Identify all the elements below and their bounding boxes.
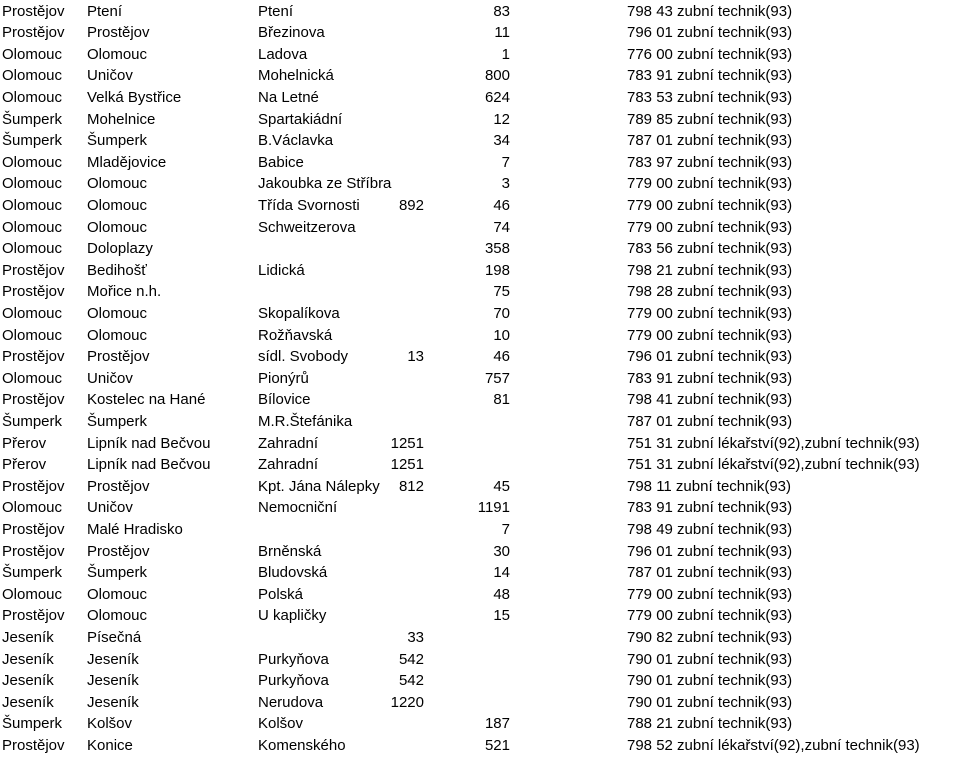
street-cell: Spartakiádní [258, 110, 343, 128]
postcode-specialty-cell: 798 52 zubní lékařství(92),zubní technik(93) [627, 736, 920, 754]
district-cell: Přerov [2, 456, 47, 474]
district-cell: Prostějov [2, 477, 65, 495]
district-cell: Olomouc [2, 45, 63, 63]
town-cell: Olomouc [87, 45, 148, 63]
town-cell: Olomouc [87, 585, 148, 603]
postcode-specialty-cell: 779 00 zubní technik(93) [627, 175, 793, 193]
house-number-cell [368, 412, 424, 431]
orientation-number-cell [430, 434, 510, 453]
town-cell: Jeseník [87, 650, 139, 668]
street-cell: Lidická [258, 261, 305, 279]
district-cell: Šumperk [2, 564, 63, 582]
town-cell: Prostějov [87, 477, 150, 495]
table-row [0, 476, 960, 498]
orientation-number-cell: 46 [493, 348, 510, 366]
house-number-cell [368, 66, 424, 85]
table-row [0, 1, 960, 23]
district-cell: Jeseník [2, 628, 54, 646]
house-number-cell [368, 131, 424, 150]
postcode-specialty-cell: 787 01 zubní technik(93) [627, 132, 793, 150]
street-cell: Babice [258, 153, 304, 171]
postcode-specialty-cell: 751 31 zubní lékařství(92),zubní technik(93) [627, 434, 920, 452]
postcode-specialty-cell: 798 11 zubní technik(93) [627, 477, 791, 495]
street-cell: Brněnská [258, 542, 322, 560]
table-row [0, 713, 960, 735]
house-number-cell [368, 261, 424, 280]
house-number-cell: 33 [407, 628, 424, 646]
postcode-specialty-cell: 783 91 zubní technik(93) [627, 369, 793, 387]
district-cell: Šumperk [2, 715, 63, 733]
orientation-number-cell: 83 [493, 2, 510, 20]
orientation-number-cell: 10 [493, 326, 510, 344]
orientation-number-cell: 3 [501, 175, 510, 193]
orientation-number-cell [430, 412, 510, 431]
district-cell: Olomouc [2, 196, 63, 214]
table-row [0, 281, 960, 303]
orientation-number-cell: 800 [484, 67, 510, 85]
table-row [0, 195, 960, 217]
street-cell: U kapličky [258, 607, 327, 625]
table-row [0, 649, 960, 671]
town-cell: Lipník nad Bečvou [87, 434, 211, 452]
orientation-number-cell: 358 [484, 240, 510, 258]
postcode-specialty-cell: 783 56 zubní technik(93) [627, 240, 793, 258]
street-cell: Komenského [258, 736, 346, 754]
street-cell: Zahradní [258, 456, 319, 474]
table-row [0, 173, 960, 195]
postcode-specialty-cell: 796 01 zubní technik(93) [627, 24, 793, 42]
postcode-specialty-cell: 787 01 zubní technik(93) [627, 564, 793, 582]
town-cell: Olomouc [87, 218, 148, 236]
postcode-specialty-cell: 783 53 zubní technik(93) [627, 88, 793, 106]
postcode-specialty-cell: 783 97 zubní technik(93) [627, 153, 793, 171]
table-row [0, 433, 960, 455]
street-cell: Na Letné [258, 88, 319, 106]
house-number-cell [368, 218, 424, 237]
house-number-cell [368, 563, 424, 582]
orientation-number-cell: 12 [493, 110, 510, 128]
district-cell: Prostějov [2, 607, 65, 625]
orientation-number-cell: 521 [484, 736, 510, 754]
house-number-cell: 1251 [390, 456, 424, 474]
table-row [0, 454, 960, 476]
street-cell: Březinova [258, 24, 325, 42]
table-row [0, 605, 960, 627]
town-cell: Šumperk [87, 412, 148, 430]
postcode-specialty-cell: 790 82 zubní technik(93) [627, 628, 793, 646]
orientation-number-cell: 74 [493, 218, 510, 236]
town-cell: Mohelnice [87, 110, 156, 128]
town-cell: Jeseník [87, 693, 139, 711]
street-cell: Třída Svornosti [258, 196, 360, 214]
house-number-cell [368, 45, 424, 64]
orientation-number-cell: 757 [484, 369, 510, 387]
house-number-cell [368, 174, 424, 193]
table-row [0, 519, 960, 541]
house-number-cell [368, 282, 424, 301]
house-number-cell [368, 736, 424, 755]
district-cell: Prostějov [2, 520, 65, 538]
orientation-number-cell: 1191 [477, 499, 510, 517]
table-row [0, 497, 960, 519]
house-number-cell [368, 542, 424, 561]
house-number-cell [368, 498, 424, 517]
table-row [0, 260, 960, 282]
street-cell: Purkyňova [258, 650, 329, 668]
house-number-cell: 542 [398, 650, 424, 668]
district-cell: Olomouc [2, 240, 63, 258]
street-cell: Purkyňova [258, 672, 329, 690]
town-cell: Šumperk [87, 132, 148, 150]
table-row [0, 44, 960, 66]
town-cell: Olomouc [87, 304, 148, 322]
orientation-number-cell [430, 628, 510, 647]
table-row [0, 22, 960, 44]
house-number-cell [368, 714, 424, 733]
district-cell: Prostějov [2, 2, 65, 20]
postcode-specialty-cell: 783 91 zubní technik(93) [627, 499, 793, 517]
district-cell: Prostějov [2, 261, 65, 279]
table-row [0, 368, 960, 390]
table-row [0, 109, 960, 131]
street-cell: Kolšov [258, 715, 304, 733]
district-cell: Prostějov [2, 542, 65, 560]
town-cell: Olomouc [87, 326, 148, 344]
orientation-number-cell [430, 671, 510, 690]
postcode-specialty-cell: 779 00 zubní technik(93) [627, 607, 793, 625]
house-number-cell [368, 606, 424, 625]
district-cell: Olomouc [2, 499, 63, 517]
street-cell: Rožňavská [258, 326, 333, 344]
orientation-number-cell: 75 [493, 283, 510, 301]
district-cell: Jeseník [2, 672, 54, 690]
table-row [0, 670, 960, 692]
orientation-number-cell: 46 [493, 196, 510, 214]
table-row [0, 562, 960, 584]
town-cell: Uničov [87, 499, 133, 517]
table-row [0, 303, 960, 325]
postcode-specialty-cell: 789 85 zubní technik(93) [627, 110, 793, 128]
house-number-cell [368, 304, 424, 323]
orientation-number-cell [430, 693, 510, 712]
street-cell: Ladova [258, 45, 308, 63]
town-cell: Ptení [87, 2, 123, 20]
district-cell: Olomouc [2, 326, 63, 344]
district-cell: Prostějov [2, 348, 65, 366]
district-cell: Olomouc [2, 369, 63, 387]
postcode-specialty-cell: 798 28 zubní technik(93) [627, 283, 793, 301]
street-cell: Nemocniční [258, 499, 338, 517]
postcode-specialty-cell: 779 00 zubní technik(93) [627, 218, 793, 236]
postcode-specialty-cell: 798 41 zubní technik(93) [627, 391, 793, 409]
postcode-specialty-cell: 796 01 zubní technik(93) [627, 348, 793, 366]
house-number-cell [368, 153, 424, 172]
postcode-specialty-cell: 779 00 zubní technik(93) [627, 585, 793, 603]
town-cell: Mořice n.h. [87, 283, 162, 301]
district-cell: Olomouc [2, 218, 63, 236]
house-number-cell [368, 2, 424, 21]
table-row [0, 735, 960, 757]
district-cell: Prostějov [2, 736, 65, 754]
town-cell: Uničov [87, 67, 133, 85]
orientation-number-cell: 1 [501, 45, 510, 63]
town-cell: Kolšov [87, 715, 133, 733]
district-cell: Přerov [2, 434, 47, 452]
house-number-cell: 13 [407, 348, 424, 366]
orientation-number-cell [430, 455, 510, 474]
district-cell: Jeseník [2, 650, 54, 668]
orientation-number-cell: 48 [493, 585, 510, 603]
town-cell: Jeseník [87, 672, 139, 690]
table-row [0, 541, 960, 563]
district-cell: Prostějov [2, 391, 65, 409]
table-row [0, 692, 960, 714]
town-cell: Prostějov [87, 348, 150, 366]
street-cell: B.Václavka [258, 132, 334, 150]
table-row [0, 346, 960, 368]
orientation-number-cell [430, 650, 510, 669]
town-cell: Mladějovice [87, 153, 167, 171]
house-number-cell: 1251 [390, 434, 424, 452]
orientation-number-cell: 187 [484, 715, 510, 733]
town-cell: Písečná [87, 628, 142, 646]
table-row [0, 584, 960, 606]
district-cell: Olomouc [2, 585, 63, 603]
table-row [0, 87, 960, 109]
house-number-cell [368, 326, 424, 345]
house-number-cell [368, 390, 424, 409]
town-cell: Malé Hradisko [87, 520, 183, 538]
postcode-specialty-cell: 788 21 zubní technik(93) [627, 715, 793, 733]
house-number-cell [368, 239, 424, 258]
district-cell: Prostějov [2, 283, 65, 301]
street-cell: Schweitzerova [258, 218, 356, 236]
orientation-number-cell: 34 [493, 132, 510, 150]
town-cell: Prostějov [87, 542, 150, 560]
orientation-number-cell: 198 [484, 261, 510, 279]
town-cell: Šumperk [87, 564, 148, 582]
street-cell: Bludovská [258, 564, 328, 582]
table-row [0, 130, 960, 152]
town-cell: Uničov [87, 369, 133, 387]
town-cell: Olomouc [87, 196, 148, 214]
district-cell: Jeseník [2, 693, 54, 711]
postcode-specialty-cell: 779 00 zubní technik(93) [627, 304, 793, 322]
town-cell: Konice [87, 736, 133, 754]
street-cell [258, 628, 366, 647]
street-cell: Ptení [258, 2, 294, 20]
orientation-number-cell: 7 [501, 520, 510, 538]
orientation-number-cell: 14 [493, 564, 510, 582]
table-row [0, 411, 960, 433]
street-cell: Polská [258, 585, 304, 603]
table-row [0, 325, 960, 347]
house-number-cell [368, 520, 424, 539]
district-cell: Šumperk [2, 132, 63, 150]
postcode-specialty-cell: 790 01 zubní technik(93) [627, 693, 793, 711]
postcode-specialty-cell: 787 01 zubní technik(93) [627, 412, 793, 430]
town-cell: Velká Bystřice [87, 88, 182, 106]
table-row [0, 238, 960, 260]
orientation-number-cell: 7 [501, 153, 510, 171]
postcode-specialty-cell: 751 31 zubní lékařství(92),zubní technik(93) [627, 456, 920, 474]
district-cell: Olomouc [2, 153, 63, 171]
table-row [0, 627, 960, 649]
district-cell: Olomouc [2, 304, 63, 322]
town-cell: Olomouc [87, 607, 148, 625]
town-cell: Olomouc [87, 175, 148, 193]
house-number-cell: 1220 [390, 693, 424, 711]
orientation-number-cell: 81 [493, 391, 510, 409]
district-cell: Olomouc [2, 175, 63, 193]
postcode-specialty-cell: 790 01 zubní technik(93) [627, 650, 793, 668]
postcode-specialty-cell: 790 01 zubní technik(93) [627, 672, 793, 690]
town-cell: Doloplazy [87, 240, 153, 258]
district-cell: Šumperk [2, 412, 63, 430]
postcode-specialty-cell: 779 00 zubní technik(93) [627, 196, 793, 214]
district-cell: Šumperk [2, 110, 63, 128]
postcode-specialty-cell: 783 91 zubní technik(93) [627, 67, 793, 85]
street-cell: Kpt. Jána Nálepky [258, 477, 380, 495]
house-number-cell: 892 [398, 196, 424, 214]
town-cell: Bedihošť [87, 261, 147, 279]
street-cell: sídl. Svobody [258, 348, 349, 366]
town-cell: Lipník nad Bečvou [87, 456, 211, 474]
street-cell: Zahradní [258, 434, 319, 452]
town-cell: Kostelec na Hané [87, 391, 206, 409]
orientation-number-cell: 70 [493, 304, 510, 322]
orientation-number-cell: 11 [494, 24, 510, 42]
table-row [0, 217, 960, 239]
orientation-number-cell: 45 [493, 477, 510, 495]
street-cell [258, 520, 366, 539]
street-cell [258, 239, 366, 258]
table-row [0, 65, 960, 87]
district-cell: Prostějov [2, 24, 65, 42]
district-cell: Olomouc [2, 88, 63, 106]
postcode-specialty-cell: 798 43 zubní technik(93) [627, 2, 793, 20]
house-number-cell [368, 110, 424, 129]
orientation-number-cell: 624 [484, 88, 510, 106]
postcode-specialty-cell: 798 21 zubní technik(93) [627, 261, 793, 279]
street-cell: Pionýrů [258, 369, 309, 387]
street-cell: Jakoubka ze Stříbra [258, 175, 392, 193]
postcode-specialty-cell: 796 01 zubní technik(93) [627, 542, 793, 560]
street-cell: Skopalíkova [258, 304, 340, 322]
postcode-specialty-cell: 798 49 zubní technik(93) [627, 520, 793, 538]
street-cell: Nerudova [258, 693, 324, 711]
table-row [0, 389, 960, 411]
house-number-cell [368, 88, 424, 107]
house-number-cell [368, 369, 424, 388]
postcode-specialty-cell: 779 00 zubní technik(93) [627, 326, 793, 344]
table-row [0, 152, 960, 174]
orientation-number-cell: 15 [493, 607, 510, 625]
house-number-cell: 542 [398, 672, 424, 690]
street-cell: Mohelnická [258, 67, 334, 85]
house-number-cell [368, 585, 424, 604]
street-cell [258, 282, 366, 301]
street-cell: M.R.Štefánika [258, 412, 353, 430]
postcode-specialty-cell: 776 00 zubní technik(93) [627, 45, 793, 63]
street-cell: Bílovice [258, 391, 311, 409]
district-cell: Olomouc [2, 67, 63, 85]
town-cell: Prostějov [87, 24, 150, 42]
orientation-number-cell: 30 [493, 542, 510, 560]
house-number-cell [368, 23, 424, 42]
house-number-cell: 812 [398, 477, 424, 495]
